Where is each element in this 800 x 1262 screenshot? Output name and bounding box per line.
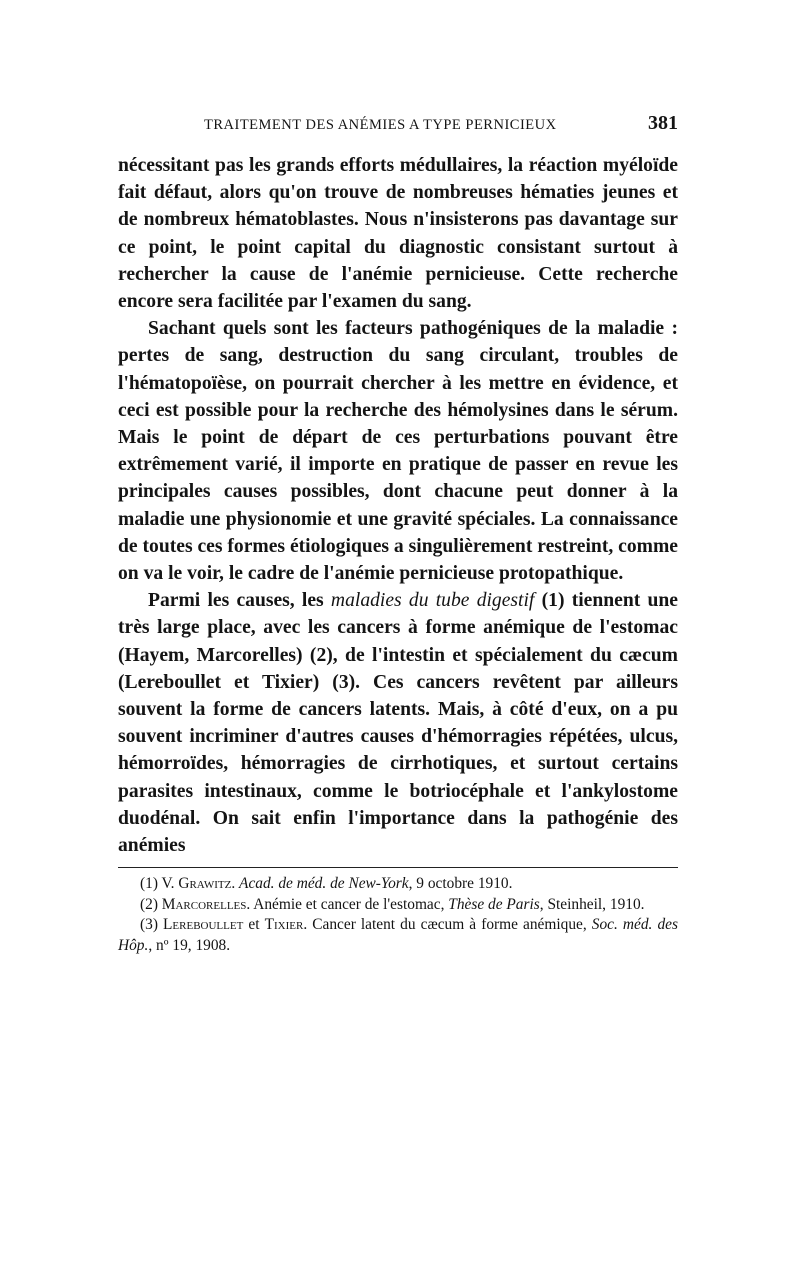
footnote-3-text: . Cancer latent du cæcum à forme anémique, — [303, 916, 592, 934]
footnote-2-italic: Thèse de Paris — [448, 895, 540, 913]
footnote-1-author: Grawitz — [178, 875, 232, 893]
footnote-3 — [118, 915, 678, 956]
footnote-1 — [118, 874, 678, 895]
footnotes — [118, 874, 678, 956]
footnote-1-sep: . — [231, 875, 240, 893]
footnote-2-number: (2) — [140, 895, 162, 913]
footnote-3-author-1: Lereboullet — [163, 916, 244, 934]
footnote-1-journal: Acad. de méd. de New-York — [239, 875, 409, 893]
footnote-3-rest: , nº 19, 1908. — [148, 936, 231, 954]
paragraph-3-italic: maladies du tube digestif — [330, 590, 535, 612]
footnote-2 — [118, 895, 678, 916]
paragraph-3-start: Parmi les causes, les — [148, 590, 331, 612]
book-page — [118, 112, 678, 956]
footnote-2-text: . Anémie et cancer de l'estomac, — [246, 895, 449, 913]
paragraph-1: nécessitant pas les grands efforts médullaires, la réaction myéloïde fait défaut, alors qu'on trouve de nombreuses hématies jeunes et de nombreux hématoblastes. Nous n'insisterons pas davantage sur ce point, le point capital du diagnostic consistant surtout à rechercher la cause de l'anémie pernicieuse. Cette recherche encore sera facilitée par l'examen du sang. — [118, 155, 678, 313]
footnote-3-author-2: Tixier — [264, 916, 304, 934]
running-head: TRAITEMENT DES ANÉMIES A TYPE PERNICIEUX — [204, 117, 557, 133]
footnote-1-number: (1) V. — [140, 875, 179, 893]
paragraph-3 — [118, 587, 678, 859]
body-text — [118, 152, 678, 859]
footnote-3-number: (3) — [140, 916, 164, 934]
footnote-3-and: et — [243, 916, 265, 934]
footnote-1-rest: , 9 octobre 1910. — [408, 875, 513, 893]
page-header — [118, 112, 678, 142]
footnote-2-author: Marcorelles — [161, 895, 247, 913]
paragraph-3-rest: (1) tiennent une très large place, avec les cancers à forme anémique de l'estomac (Hayem, Marcorelles) (2), de l'intestin et spécialement du cæcum (Lereboullet et Tixier) (3). Ces cancers revêtent par ailleurs souvent la forme de cancers latents. Mais, à côté d'eux, on a pu souvent incriminer d'autres causes d'hémorragies répétées, ulcus, hémorroïdes, hémorragies de cirrhotiques, et surtout certains parasites intestinaux, comme le botriocéphale et l'ankylostome duodénal. On sait enfin l'importance dans la pathogénie des anémies — [118, 590, 678, 857]
paragraph-2: Sachant quels sont les facteurs pathogéniques de la maladie : pertes de sang, destruction du sang circulant, troubles de l'hématopoïèse, on pourrait chercher à les mettre en évidence, et ceci est possible pour la recherche des hémolysines dans le sérum. Mais le point de départ de ces perturbations pouvant être extrêmement varié, il importe en pratique de passer en revue les principales causes possibles, dont chacune peut donner à la maladie une physionomie et une gravité spéciales. La connaissance de toutes ces formes étiologiques a singulièrement restreint, comme on va le voir, le cadre de l'anémie pernicieuse protopathique. — [118, 318, 678, 585]
footnote-2-rest: , Steinheil, 1910. — [539, 895, 645, 913]
page-number: 381 — [648, 112, 678, 134]
footnote-3-italic: Soc. méd. des Hôp. — [118, 916, 678, 954]
footnote-rule — [118, 867, 678, 868]
